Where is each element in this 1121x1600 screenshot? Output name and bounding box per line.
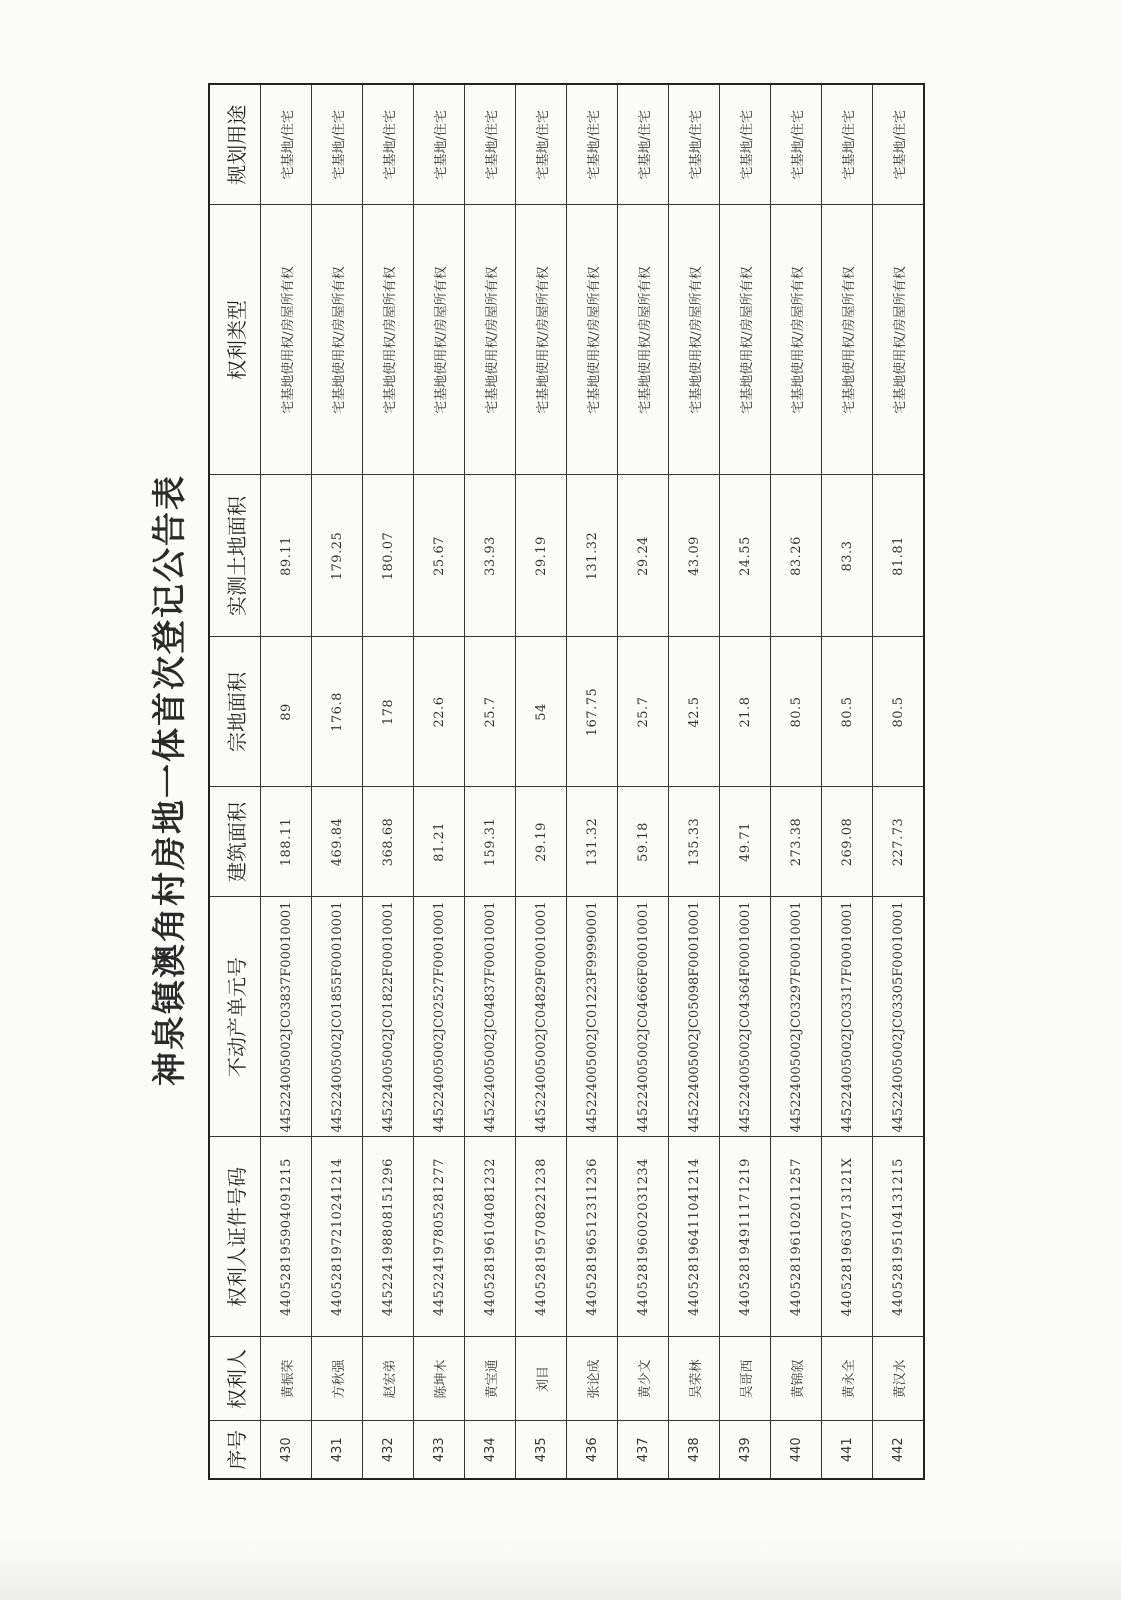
scan-edge-shadow (0, 1540, 1121, 1600)
cell-planned-use: 宅基地/住宅 (312, 84, 363, 205)
table-row (669, 84, 720, 1479)
table-row (771, 84, 822, 1479)
cell-planned-use: 宅基地/住宅 (414, 84, 465, 205)
cell-owner: 刘目 (516, 1337, 567, 1421)
cell-id-number: 440528196512311236 (567, 1137, 618, 1337)
cell-building-area: 135.33 (669, 787, 720, 897)
cell-seq: 442 (873, 1421, 925, 1479)
cell-building-area: 49.71 (720, 787, 771, 897)
cell-seq: 439 (720, 1421, 771, 1479)
header-unit-number: 不动产单元号 (209, 897, 261, 1137)
cell-right-type: 宅基地使用权/房屋所有权 (822, 205, 873, 475)
table-row (312, 84, 363, 1479)
cell-building-area: 227.73 (873, 787, 925, 897)
table-header-row (209, 84, 261, 1479)
cell-planned-use: 宅基地/住宅 (720, 84, 771, 205)
cell-right-type: 宅基地使用权/房屋所有权 (618, 205, 669, 475)
document-title: 神泉镇澳角村房地一体首次登记公告表 (150, 474, 190, 1086)
cell-seq: 437 (618, 1421, 669, 1479)
header-owner: 权利人 (209, 1337, 261, 1421)
cell-surveyed-land-area: 43.09 (669, 475, 720, 637)
cell-seq: 440 (771, 1421, 822, 1479)
header-id-number: 权利人证件号码 (209, 1137, 261, 1337)
cell-parcel-area: 178 (363, 637, 414, 787)
cell-planned-use: 宅基地/住宅 (822, 84, 873, 205)
table-row (516, 84, 567, 1479)
cell-parcel-area: 176.8 (312, 637, 363, 787)
cell-id-number: 440528197210241214 (312, 1137, 363, 1337)
cell-surveyed-land-area: 24.55 (720, 475, 771, 637)
cell-right-type: 宅基地使用权/房屋所有权 (873, 205, 925, 475)
cell-surveyed-land-area: 179.25 (312, 475, 363, 637)
cell-planned-use: 宅基地/住宅 (771, 84, 822, 205)
cell-parcel-area: 22.6 (414, 637, 465, 787)
cell-right-type: 宅基地使用权/房屋所有权 (567, 205, 618, 475)
header-planned-use: 规划用途 (209, 84, 261, 205)
cell-seq: 431 (312, 1421, 363, 1479)
cell-owner: 吴荣林 (669, 1337, 720, 1421)
cell-right-type: 宅基地使用权/房屋所有权 (312, 205, 363, 475)
cell-unit-number: 445224005002JC04829F00010001 (516, 897, 567, 1137)
cell-owner: 陈坤木 (414, 1337, 465, 1421)
cell-parcel-area: 25.7 (618, 637, 669, 787)
cell-surveyed-land-area: 25.67 (414, 475, 465, 637)
cell-id-number: 440528196002031234 (618, 1137, 669, 1337)
cell-unit-number: 445224005002JC01223F99990001 (567, 897, 618, 1137)
cell-id-number: 440528196104081232 (465, 1137, 516, 1337)
cell-right-type: 宅基地使用权/房屋所有权 (363, 205, 414, 475)
cell-building-area: 188.11 (261, 787, 312, 897)
cell-parcel-area: 89 (261, 637, 312, 787)
cell-id-number: 440528196102011257 (771, 1137, 822, 1337)
header-parcel-area: 宗地面积 (209, 637, 261, 787)
cell-building-area: 368.68 (363, 787, 414, 897)
cell-id-number: 440528194911171219 (720, 1137, 771, 1337)
header-right-type: 权利类型 (209, 205, 261, 475)
cell-owner: 黄永全 (822, 1337, 873, 1421)
cell-building-area: 59.18 (618, 787, 669, 897)
cell-planned-use: 宅基地/住宅 (261, 84, 312, 205)
rotated-document-sheet (138, 80, 958, 1480)
cell-owner: 黄振荣 (261, 1337, 312, 1421)
cell-unit-number: 445224005002JC04364F00010001 (720, 897, 771, 1137)
cell-owner: 黄宝通 (465, 1337, 516, 1421)
cell-planned-use: 宅基地/住宅 (516, 84, 567, 205)
cell-seq: 441 (822, 1421, 873, 1479)
cell-seq: 436 (567, 1421, 618, 1479)
cell-unit-number: 445224005002JC03837F00010001 (261, 897, 312, 1137)
cell-parcel-area: 42.5 (669, 637, 720, 787)
table-row (720, 84, 771, 1479)
cell-surveyed-land-area: 29.24 (618, 475, 669, 637)
cell-id-number: 440528196411041214 (669, 1137, 720, 1337)
cell-planned-use: 宅基地/住宅 (465, 84, 516, 205)
cell-parcel-area: 25.7 (465, 637, 516, 787)
header-seq: 序号 (209, 1421, 261, 1479)
table-row (567, 84, 618, 1479)
cell-building-area: 273.38 (771, 787, 822, 897)
cell-planned-use: 宅基地/住宅 (567, 84, 618, 205)
header-building-area: 建筑面积 (209, 787, 261, 897)
cell-surveyed-land-area: 33.93 (465, 475, 516, 637)
cell-unit-number: 445224005002JC01822F00010001 (363, 897, 414, 1137)
cell-parcel-area: 167.75 (567, 637, 618, 787)
cell-unit-number: 445224005002JC04666F00010001 (618, 897, 669, 1137)
cell-right-type: 宅基地使用权/房屋所有权 (771, 205, 822, 475)
cell-planned-use: 宅基地/住宅 (669, 84, 720, 205)
cell-planned-use: 宅基地/住宅 (873, 84, 925, 205)
cell-building-area: 159.31 (465, 787, 516, 897)
registration-table (208, 83, 925, 1480)
table-row (618, 84, 669, 1479)
cell-id-number: 445224197805281277 (414, 1137, 465, 1337)
cell-unit-number: 445224005002JC03297F00010001 (771, 897, 822, 1137)
cell-planned-use: 宅基地/住宅 (363, 84, 414, 205)
cell-id-number: 440528195104131215 (873, 1137, 925, 1337)
cell-parcel-area: 54 (516, 637, 567, 787)
cell-right-type: 宅基地使用权/房屋所有权 (516, 205, 567, 475)
cell-unit-number: 445224005002JC01855F00010001 (312, 897, 363, 1137)
table-row (261, 84, 312, 1479)
cell-surveyed-land-area: 89.11 (261, 475, 312, 637)
cell-parcel-area: 80.5 (771, 637, 822, 787)
cell-owner: 黄少文 (618, 1337, 669, 1421)
cell-building-area: 29.19 (516, 787, 567, 897)
cell-right-type: 宅基地使用权/房屋所有权 (465, 205, 516, 475)
cell-id-number: 445224198808151296 (363, 1137, 414, 1337)
table-row (363, 84, 414, 1479)
cell-surveyed-land-area: 131.32 (567, 475, 618, 637)
cell-surveyed-land-area: 29.19 (516, 475, 567, 637)
cell-id-number: 440528195904091215 (261, 1137, 312, 1337)
cell-building-area: 269.08 (822, 787, 873, 897)
cell-surveyed-land-area: 83.26 (771, 475, 822, 637)
cell-unit-number: 445224005002JC03305F00010001 (873, 897, 925, 1137)
cell-unit-number: 445224005002JC05098F00010001 (669, 897, 720, 1137)
cell-surveyed-land-area: 81.81 (873, 475, 925, 637)
cell-right-type: 宅基地使用权/房屋所有权 (669, 205, 720, 475)
cell-seq: 434 (465, 1421, 516, 1479)
cell-surveyed-land-area: 180.07 (363, 475, 414, 637)
table-row (465, 84, 516, 1479)
cell-building-area: 81.21 (414, 787, 465, 897)
cell-building-area: 131.32 (567, 787, 618, 897)
cell-seq: 432 (363, 1421, 414, 1479)
cell-surveyed-land-area: 83.3 (822, 475, 873, 637)
cell-owner: 赵宏弟 (363, 1337, 414, 1421)
cell-right-type: 宅基地使用权/房屋所有权 (414, 205, 465, 475)
cell-owner: 黄锦叙 (771, 1337, 822, 1421)
cell-seq: 435 (516, 1421, 567, 1479)
cell-right-type: 宅基地使用权/房屋所有权 (261, 205, 312, 475)
table-row (822, 84, 873, 1479)
cell-id-number: 440528195708221238 (516, 1137, 567, 1337)
header-surveyed-land-area: 实测土地面积 (209, 475, 261, 637)
table-body (261, 84, 925, 1479)
cell-building-area: 469.84 (312, 787, 363, 897)
cell-seq: 433 (414, 1421, 465, 1479)
cell-unit-number: 445224005002JC03317F00010001 (822, 897, 873, 1137)
table-row (873, 84, 925, 1479)
cell-parcel-area: 80.5 (822, 637, 873, 787)
cell-parcel-area: 21.8 (720, 637, 771, 787)
cell-owner: 吴哥西 (720, 1337, 771, 1421)
cell-owner: 张论成 (567, 1337, 618, 1421)
cell-seq: 430 (261, 1421, 312, 1479)
cell-planned-use: 宅基地/住宅 (618, 84, 669, 205)
cell-parcel-area: 80.5 (873, 637, 925, 787)
cell-unit-number: 445224005002JC02527F00010001 (414, 897, 465, 1137)
cell-owner: 方秋强 (312, 1337, 363, 1421)
cell-seq: 438 (669, 1421, 720, 1479)
table-row (414, 84, 465, 1479)
cell-id-number: 44052819630713121X (822, 1137, 873, 1337)
cell-right-type: 宅基地使用权/房屋所有权 (720, 205, 771, 475)
cell-owner: 黄汉水 (873, 1337, 925, 1421)
cell-unit-number: 445224005002JC04837F00010001 (465, 897, 516, 1137)
